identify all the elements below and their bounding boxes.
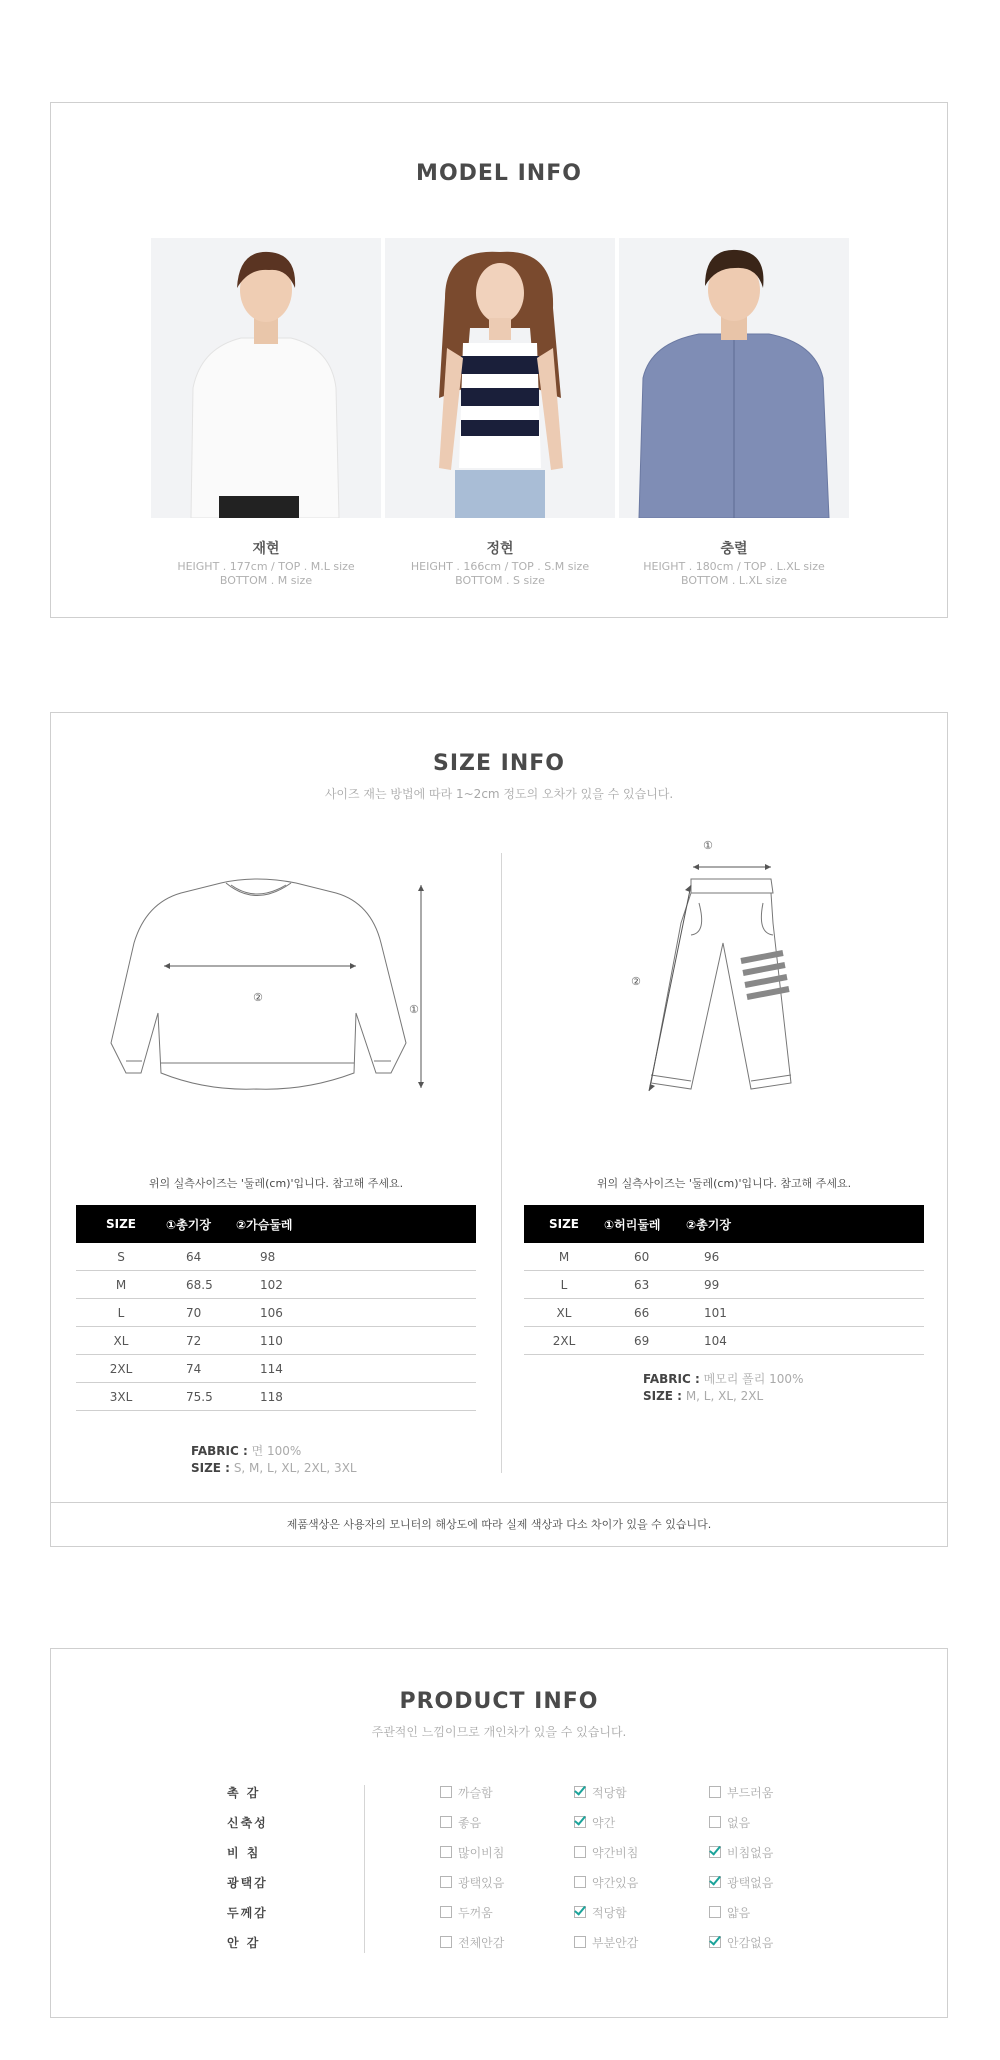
model-name: 정현 [486, 541, 514, 557]
table-row: L 70 106 [76, 1299, 476, 1327]
product-info-subtitle: 주관적인 느낌이므로 개인차가 있을 수 있습니다. [371, 1725, 627, 1739]
option: 까슬함 [440, 1784, 493, 1801]
option: 없음 [709, 1814, 750, 1831]
product-attr-row [51, 1784, 949, 1814]
table-row: L 63 99 [524, 1271, 924, 1299]
model-card [385, 238, 615, 587]
option: 광택있음 [440, 1874, 504, 1891]
checkbox-icon [440, 1786, 452, 1798]
table-row: 3XL 75.5 118 [76, 1383, 476, 1411]
checkbox-icon [709, 1786, 721, 1798]
table-header: ②가슴둘레 [236, 1205, 476, 1243]
attr-label: 광택감 [227, 1876, 268, 1890]
option: 부드러움 [709, 1784, 773, 1801]
product-attr-row [51, 1874, 949, 1904]
option: 좋음 [440, 1814, 481, 1831]
attr-label: 촉 감 [227, 1786, 261, 1800]
checkbox-checked-icon [709, 1846, 721, 1858]
product-attr-row [51, 1814, 949, 1844]
attr-label: 신축성 [227, 1816, 268, 1830]
size-info-subtitle: 사이즈 재는 방법에 따라 1~2cm 정도의 오차가 있을 수 있습니다. [324, 787, 674, 801]
marker-2: ② [253, 991, 263, 1004]
table-row: XL 66 101 [524, 1299, 924, 1327]
option: 안감없음 [709, 1934, 773, 1951]
color-disclaimer: 제품색상은 사용자의 모니터의 해상도에 따라 실제 색상과 다소 차이가 있을 수 있습니다. [286, 1518, 712, 1531]
option: 약간 [574, 1814, 615, 1831]
checkbox-checked-icon [709, 1876, 721, 1888]
attr-label: 두께감 [227, 1906, 268, 1920]
size-info-title: SIZE INFO [433, 751, 565, 776]
table-row: S 64 98 [76, 1243, 476, 1271]
bottom-fabric-info: FABRIC : 메모리 폴리 100% SIZE : M, L, XL, 2XL [643, 1372, 804, 1403]
checkbox-icon [709, 1906, 721, 1918]
sweater-diagram [106, 863, 436, 1103]
table-header: SIZE [76, 1205, 166, 1243]
checkbox-icon [440, 1906, 452, 1918]
top-size-table [76, 1205, 476, 1411]
checkbox-checked-icon [574, 1906, 586, 1918]
table-header-row [524, 1205, 924, 1243]
table-row: XL 72 110 [76, 1327, 476, 1355]
product-info-section [50, 1648, 948, 2018]
checkbox-icon [440, 1936, 452, 1948]
product-attr-row [51, 1844, 949, 1874]
table-row: M 68.5 102 [76, 1271, 476, 1299]
checkbox-checked-icon [709, 1936, 721, 1948]
option: 두꺼움 [440, 1904, 493, 1921]
model-photo [151, 238, 381, 518]
table-row: 2XL 74 114 [76, 1355, 476, 1383]
option: 많이비침 [440, 1844, 504, 1861]
product-attr-row [51, 1934, 949, 1964]
checkbox-checked-icon [574, 1816, 586, 1828]
option: 약간비침 [574, 1844, 638, 1861]
size-info-section [50, 712, 948, 1547]
model-spec: HEIGHT . 177cm / TOP . M.L size BOTTOM . M size [177, 560, 355, 587]
top-fabric-info: FABRIC : 면 100% SIZE : S, M, L, XL, 2XL, 3XL [191, 1444, 357, 1475]
attr-label: 안 감 [227, 1936, 261, 1950]
model-spec: HEIGHT . 180cm / TOP . L.XL size BOTTOM . L.XL size [643, 560, 825, 587]
option: 적당함 [574, 1904, 627, 1921]
option: 약간있음 [574, 1874, 638, 1891]
top-size-note: 위의 실측사이즈는 '둘레(cm)'입니다. 참고해 주세요. [148, 1177, 404, 1190]
marker-1: ① [409, 1003, 419, 1016]
checkbox-icon [440, 1846, 452, 1858]
checkbox-icon [440, 1816, 452, 1828]
option: 얇음 [709, 1904, 750, 1921]
model-info-section [50, 102, 948, 618]
bottom-size-table [524, 1205, 924, 1355]
table-header: ①총기장 [166, 1205, 236, 1243]
marker-1: ① [703, 839, 713, 852]
table-header: SIZE [524, 1205, 604, 1243]
option: 전체안감 [440, 1934, 504, 1951]
checkbox-icon [574, 1876, 586, 1888]
product-info-title: PRODUCT INFO [399, 1689, 599, 1714]
size-info-footer [51, 1502, 947, 1548]
checkbox-icon [574, 1936, 586, 1948]
product-attr-row [51, 1904, 949, 1934]
table-header-row [76, 1205, 476, 1243]
column-divider [501, 853, 502, 1473]
attr-label: 비 침 [227, 1846, 261, 1860]
checkbox-icon [709, 1816, 721, 1828]
option: 광택없음 [709, 1874, 773, 1891]
checkbox-icon [440, 1876, 452, 1888]
model-name: 충렬 [720, 541, 748, 557]
bottom-size-note: 위의 실측사이즈는 '둘레(cm)'입니다. 참고해 주세요. [596, 1177, 852, 1190]
model-spec: HEIGHT . 166cm / TOP . S.M size BOTTOM . S size [410, 560, 590, 587]
option: 부분안감 [574, 1934, 638, 1951]
checkbox-checked-icon [574, 1786, 586, 1798]
table-row: 2XL 69 104 [524, 1327, 924, 1355]
model-card [151, 238, 381, 587]
option: 비침없음 [709, 1844, 773, 1861]
table-header: ②총기장 [686, 1205, 924, 1243]
table-row: M 60 96 [524, 1243, 924, 1271]
marker-2: ② [631, 975, 641, 988]
model-photo [619, 238, 849, 518]
pants-diagram [611, 843, 891, 1123]
model-photo [385, 238, 615, 518]
model-name: 재현 [252, 541, 280, 557]
option: 적당함 [574, 1784, 627, 1801]
model-card [619, 238, 849, 587]
table-header: ①허리둘레 [604, 1205, 686, 1243]
model-info-title: MODEL INFO [416, 161, 582, 186]
checkbox-icon [574, 1846, 586, 1858]
